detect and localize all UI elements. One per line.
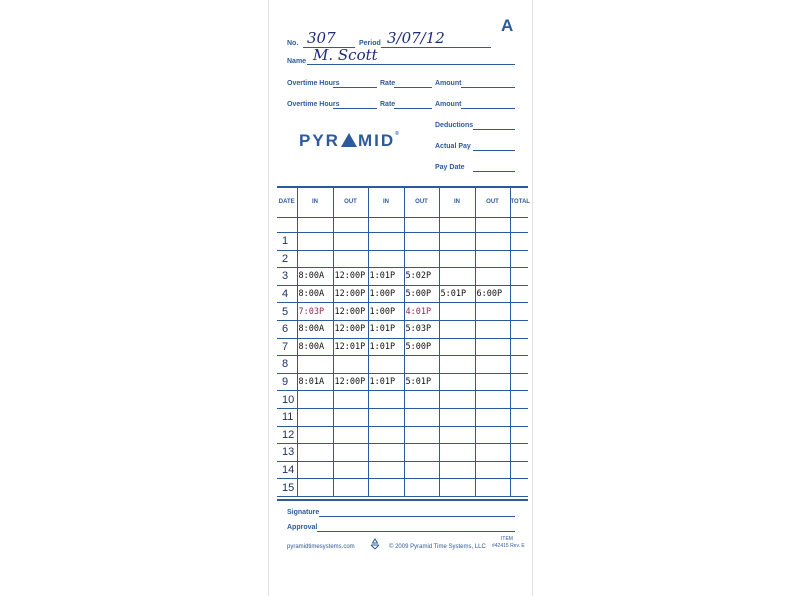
punch-cell[interactable]: [404, 444, 439, 462]
punch-cell[interactable]: [404, 233, 439, 251]
total-cell[interactable]: [510, 426, 528, 444]
spacer-cell: [404, 218, 439, 233]
punch-cell[interactable]: [333, 408, 368, 426]
total-cell[interactable]: [510, 408, 528, 426]
punch-cell[interactable]: 8:00A: [297, 338, 333, 356]
punch-cell[interactable]: [404, 426, 439, 444]
header-in-3: IN: [439, 187, 475, 218]
punch-cell[interactable]: [297, 479, 333, 497]
header-out-3: OUT: [475, 187, 510, 218]
punch-cell[interactable]: [368, 461, 404, 479]
punch-cell[interactable]: 12:00P: [333, 268, 368, 286]
deductions-label: Deductions: [435, 122, 474, 129]
punch-cell[interactable]: 5:02P: [404, 268, 439, 286]
punch-cell[interactable]: 1:00P: [368, 285, 404, 303]
total-cell[interactable]: [510, 285, 528, 303]
punch-cell[interactable]: 1:01P: [368, 320, 404, 338]
punch-cell[interactable]: [404, 391, 439, 409]
punch-cell[interactable]: 8:00A: [297, 285, 333, 303]
punch-cell[interactable]: 4:01P: [404, 303, 439, 321]
punch-cell[interactable]: [439, 426, 475, 444]
spacer-cell: [475, 218, 510, 233]
punch-cell[interactable]: 8:00A: [297, 320, 333, 338]
date-cell: 5: [277, 303, 297, 321]
punch-cell[interactable]: [333, 356, 368, 374]
punch-cell[interactable]: 1:00P: [368, 303, 404, 321]
spacer-cell: [333, 218, 368, 233]
table-spacer-row: [277, 218, 528, 233]
punch-table: [277, 187, 528, 497]
date-cell: 6: [277, 320, 297, 338]
pyramid-logo: [299, 131, 399, 151]
date-cell: 15: [277, 479, 297, 497]
punch-cell[interactable]: [404, 461, 439, 479]
amount-label-2: Amount: [435, 101, 462, 108]
total-cell[interactable]: [510, 250, 528, 268]
amount-line-1: [461, 87, 515, 88]
approval-line[interactable]: [317, 531, 515, 532]
overtime-hours-line-2: [333, 108, 377, 109]
punch-cell[interactable]: 1:01P: [368, 373, 404, 391]
header-total: TOTAL: [510, 187, 528, 218]
copyright-text: © 2009 Pyramid Time Systems, LLC: [389, 544, 486, 550]
punch-cell[interactable]: [333, 233, 368, 251]
table-row: [277, 250, 528, 268]
item-label: ITEM: [501, 536, 513, 542]
table-row: [277, 338, 528, 356]
punch-cell[interactable]: [333, 444, 368, 462]
punch-cell[interactable]: [297, 408, 333, 426]
date-cell: 11: [277, 408, 297, 426]
period-line: [381, 47, 491, 48]
total-cell[interactable]: [510, 373, 528, 391]
header-in-2: IN: [368, 187, 404, 218]
spacer-cell: [510, 218, 528, 233]
punch-cell[interactable]: 5:00P: [404, 338, 439, 356]
spacer-cell: [439, 218, 475, 233]
punch-cell[interactable]: [475, 426, 510, 444]
table-row: [277, 233, 528, 251]
punch-cell[interactable]: [333, 426, 368, 444]
total-cell[interactable]: [510, 268, 528, 286]
spacer-cell: [277, 218, 297, 233]
punch-cell[interactable]: 5:01P: [439, 285, 475, 303]
punch-cell[interactable]: [439, 356, 475, 374]
punch-cell[interactable]: [475, 479, 510, 497]
punch-cell[interactable]: [297, 391, 333, 409]
punch-cell[interactable]: [475, 356, 510, 374]
table-row: [277, 320, 528, 338]
punch-cell[interactable]: [368, 426, 404, 444]
rate-line-1: [394, 87, 432, 88]
punch-cell[interactable]: [333, 479, 368, 497]
punch-cell[interactable]: 12:00P: [333, 373, 368, 391]
actual-pay-line: [473, 150, 515, 151]
overtime-hours-label-1: Overtime Hours: [287, 80, 340, 87]
punch-cell[interactable]: [475, 320, 510, 338]
overtime-hours-label-2: Overtime Hours: [287, 101, 340, 108]
header-in-1: IN: [297, 187, 333, 218]
date-cell: 7: [277, 338, 297, 356]
punch-cell[interactable]: [475, 444, 510, 462]
total-cell[interactable]: [510, 444, 528, 462]
punch-cell[interactable]: [475, 391, 510, 409]
total-cell[interactable]: [510, 356, 528, 374]
punch-cell[interactable]: 8:01A: [297, 373, 333, 391]
card-number[interactable]: 307: [307, 29, 336, 47]
actual-pay-label: Actual Pay: [435, 143, 471, 150]
logo-trademark: ®: [395, 131, 399, 137]
punch-cell[interactable]: [368, 356, 404, 374]
name-line: [307, 64, 515, 65]
logo-text-start: PYR: [299, 131, 340, 150]
punch-cell[interactable]: [404, 250, 439, 268]
pay-date-label: Pay Date: [435, 164, 465, 171]
total-cell[interactable]: [510, 320, 528, 338]
table-row: [277, 426, 528, 444]
recycle-icon: [369, 537, 381, 549]
punch-cell[interactable]: [439, 320, 475, 338]
punch-cell[interactable]: [475, 233, 510, 251]
table-row: [277, 391, 528, 409]
total-cell[interactable]: [510, 479, 528, 497]
pyramid-triangle-icon: [341, 133, 357, 147]
date-cell: 4: [277, 285, 297, 303]
punch-cell[interactable]: [404, 408, 439, 426]
punch-cell[interactable]: [333, 391, 368, 409]
total-cell[interactable]: [510, 338, 528, 356]
punch-cell[interactable]: [439, 338, 475, 356]
punch-cell[interactable]: [368, 391, 404, 409]
punch-cell[interactable]: 12:00P: [333, 303, 368, 321]
punch-cell[interactable]: [439, 373, 475, 391]
punch-cell[interactable]: [297, 426, 333, 444]
punch-cell[interactable]: 5:00P: [404, 285, 439, 303]
date-cell: 2: [277, 250, 297, 268]
table-row: [277, 285, 528, 303]
punch-cell[interactable]: [475, 338, 510, 356]
signature-line[interactable]: [319, 516, 515, 517]
punch-cell[interactable]: [439, 391, 475, 409]
header-out-1: OUT: [333, 187, 368, 218]
table-row: [277, 356, 528, 374]
deductions-line: [473, 129, 515, 130]
total-cell[interactable]: [510, 461, 528, 479]
name-label: Name: [287, 58, 307, 65]
rate-line-2: [394, 108, 432, 109]
punch-cell[interactable]: [475, 250, 510, 268]
punch-cell[interactable]: [404, 479, 439, 497]
punch-cell[interactable]: [333, 461, 368, 479]
punch-cell[interactable]: [368, 479, 404, 497]
total-cell[interactable]: [510, 233, 528, 251]
punch-cell[interactable]: 5:03P: [404, 320, 439, 338]
punch-cell[interactable]: [475, 373, 510, 391]
punch-cell[interactable]: [368, 444, 404, 462]
employee-name[interactable]: M. Scott: [313, 46, 378, 64]
punch-cell[interactable]: [439, 444, 475, 462]
punch-cell[interactable]: [475, 461, 510, 479]
table-row: [277, 408, 528, 426]
date-cell: 12: [277, 426, 297, 444]
punch-cell[interactable]: 12:01P: [333, 338, 368, 356]
date-cell: 13: [277, 444, 297, 462]
website-text: pyramidtimesystems.com: [287, 544, 355, 550]
punch-cell[interactable]: [475, 408, 510, 426]
total-cell[interactable]: [510, 391, 528, 409]
punch-cell[interactable]: [333, 250, 368, 268]
date-cell: 9: [277, 373, 297, 391]
approval-label: Approval: [287, 524, 318, 531]
item-code: #42415 Rev. E: [492, 543, 525, 549]
date-cell: 14: [277, 461, 297, 479]
punch-cell[interactable]: [439, 408, 475, 426]
punch-cell[interactable]: [297, 444, 333, 462]
rate-label-2: Rate: [380, 101, 396, 108]
amount-line-2: [461, 108, 515, 109]
punch-cell[interactable]: [297, 356, 333, 374]
table-row: [277, 303, 528, 321]
date-cell: 10: [277, 391, 297, 409]
no-label: No.: [287, 40, 299, 47]
table-row: [277, 268, 528, 286]
punch-cell[interactable]: 1:01P: [368, 338, 404, 356]
date-cell: 8: [277, 356, 297, 374]
card-letter: A: [501, 16, 514, 35]
punch-cell[interactable]: 5:01P: [404, 373, 439, 391]
table-row: [277, 444, 528, 462]
table-row: [277, 461, 528, 479]
punch-cell[interactable]: [368, 233, 404, 251]
amount-label-1: Amount: [435, 80, 462, 87]
table-bottom-rule: [277, 499, 528, 501]
punch-cell[interactable]: [439, 233, 475, 251]
punch-cell[interactable]: [439, 303, 475, 321]
header-out-2: OUT: [404, 187, 439, 218]
punch-cell[interactable]: [404, 356, 439, 374]
punch-cell[interactable]: [439, 268, 475, 286]
punch-cell[interactable]: [475, 303, 510, 321]
date-cell: 3: [277, 268, 297, 286]
spacer-cell: [368, 218, 404, 233]
punch-cell[interactable]: [475, 268, 510, 286]
total-cell[interactable]: [510, 303, 528, 321]
table-row: [277, 479, 528, 497]
punch-cell[interactable]: 12:00P: [333, 320, 368, 338]
header-date: DATE: [277, 187, 297, 218]
punch-cell[interactable]: 7:03P: [297, 303, 333, 321]
signature-label: Signature: [287, 509, 320, 516]
punch-cell[interactable]: 6:00P: [475, 285, 510, 303]
punch-cell[interactable]: [368, 408, 404, 426]
punch-cell[interactable]: [297, 233, 333, 251]
punch-cell[interactable]: [439, 461, 475, 479]
period-label: Period: [359, 40, 381, 47]
table-header-row: [277, 187, 528, 218]
pay-date-line: [473, 171, 515, 172]
punch-cell[interactable]: 12:00P: [333, 285, 368, 303]
punch-cell[interactable]: [368, 250, 404, 268]
punch-cell[interactable]: [439, 250, 475, 268]
date-cell: 1: [277, 233, 297, 251]
punch-cell[interactable]: [439, 479, 475, 497]
spacer-cell: [297, 218, 333, 233]
punch-cell[interactable]: [297, 461, 333, 479]
period-value[interactable]: 3/07/12: [387, 29, 445, 47]
logo-text-end: MID: [357, 131, 396, 150]
time-card: [268, 0, 533, 596]
punch-cell[interactable]: 8:00A: [297, 268, 333, 286]
table-row: [277, 373, 528, 391]
punch-cell[interactable]: [297, 250, 333, 268]
overtime-hours-line-1: [333, 87, 377, 88]
punch-cell[interactable]: 1:01P: [368, 268, 404, 286]
rate-label-1: Rate: [380, 80, 396, 87]
